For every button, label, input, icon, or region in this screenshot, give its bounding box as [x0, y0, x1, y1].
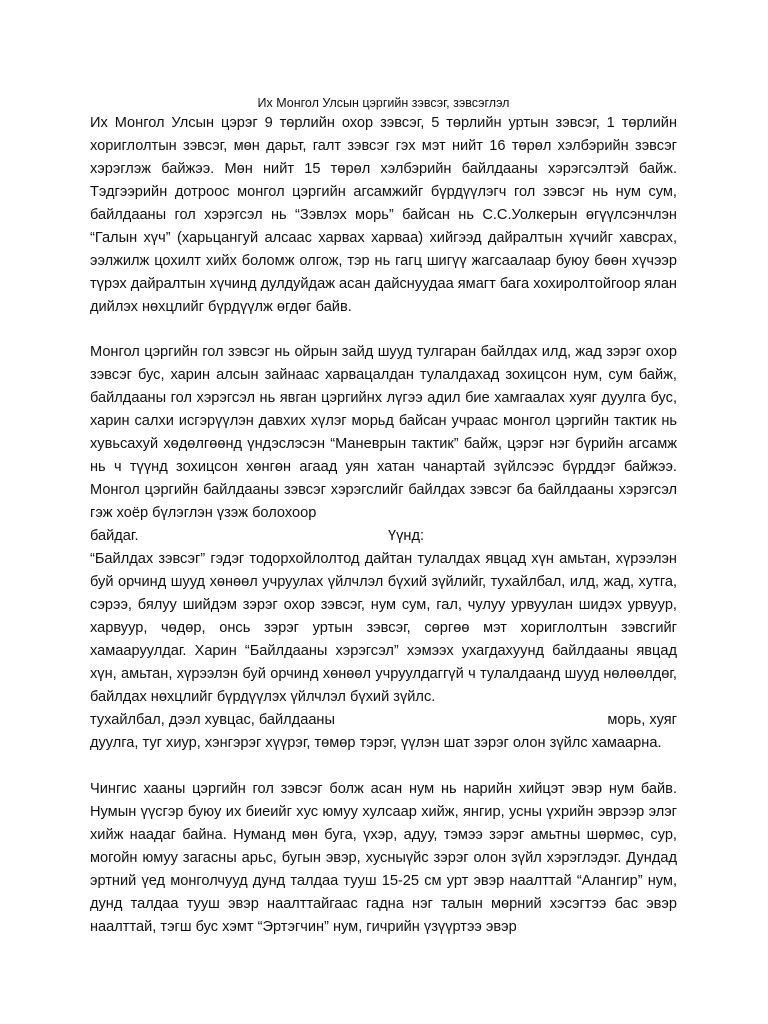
paragraph-3: “Байлдах зэвсэг” гэдэг тодорхойлолтод дайтан тулалдах явцад хүн амьтан, хүрээлэн буй орчинд шууд хөнөөл учруулах үйлчлэл бүхий зүйлийг, тухайлбал, илд, жад, хутга, сэрээ, бялуу шийдэм зэрэг охор зэвсэг, нум сум, гал, чулуу урвуулан шидэх урвуур, харвуур, чөдөр, онсь зэрэг уртын зэвсэг, сөргөө мэт хориглолтын зэвсгийг хамааруулдаг. Харин “Байлдааны хэрэгсэл” хэмээх ухагдахуунд байлдааны явцад хүн, амьтан, хүрээлэн буй орчинд хөнөөл учруулдаггүй ч тулалдаанд шууд нөлөөлдөг, байлдах нөхцлийг бүрдүүлэх үйлчлэл бүхий зүйлс. [90, 551, 677, 705]
paragraph-2-last-left: байдаг. [90, 528, 139, 544]
paragraph-4: Чингис хааны цэргийн гол зэвсэг болж асан нум нь нарийн хийцэт эвэр нум байв. Нумын үүсгэр буюу их биеийг хус юмуу хулсаар хийж, янгир, усны үхрийн эврээр элэг хийж наадаг байна. Нуманд мөн буга, үхэр, адуу, тэмээ зэрэг амьтны шөрмөс, сур, могойн юмуу загасны арьс, бугын эвэр, хусныүйс зэрэг олон зүйл хэрэглэдэг. Дундад эртний үед монголчууд дунд талдаа тууш 15-25 см урт эвэр наалттай “Алангир” нум, дунд талдаа тууш эвэр наалттайгаас гадна нэг талын мөрний хэсэгтээ бас эвэр наалттай, тэгш бус хэмт “Эртэгчин” нум, гичрийн үзүүртээ эвэр [90, 781, 677, 935]
paragraph-3-split-right: морь, хуяг [607, 712, 677, 728]
paragraph-3-split-left: тухайлбал, дээл хувцас, байлдааны [90, 712, 335, 728]
document-body [90, 95, 677, 939]
paragraph-spacer [90, 319, 677, 341]
paragraph-3-last-line: дуулга, туг хиур, хэнгэрэг хүүрэг, төмөр тэрэг, үүлэн шат зэрэг олон зүйлс хамаарна. [90, 735, 662, 751]
paragraph-1: Их Монгол Улсын цэрэг 9 төрлийн охор зэвсэг, 5 төрлийн уртын зэвсэг, 1 төрлийн хориглолтын зэвсэг, мөн дарьт, галт зэвсэг гэх мэт нийт 16 төрөл хэлбэрийн зэвсэг хэрэглэж байжээ. Мөн нийт 15 төрөл хэлбэрийн байлдааны хэрэгсэлтэй байж. Тэдгээрийн дотроос монгол цэргийн агсамжийг бүрдүүлэгч гол зэвсэг нь нум сум, байлдааны гол хэрэгсэл нь “Зэвлэх морь” байсан нь С.С.Уолкерын өгүүлсэнчлэн “Галын хүч” (харьцангуй алсаас харвах харваа) хийгээд дайралтын хүчийг хавсрах, ээлжилж цохилт хийх боломж олгож, тэр нь гагц шигүү жагсаалаар буюу бөөн хүчээр түрэх дайралтын хүчинд дулдуйдаж асан дайснуудаа ямагт бага хохиролтойгоор ялан дийлэх нөхцлийг бүрдүүлж өгдөг байв. [90, 115, 677, 315]
paragraph-2-last-mid: Үүнд: [388, 528, 425, 544]
paragraph-2: Монгол цэргийн гол зэвсэг нь ойрын зайд шууд тулгаран байлдах илд, жад зэрэг охор зэвсэг бус, харин алсын зайнаас харвацалдан тулалдахад зохицсон нум, сум байж, байлдааны гол хэрэгсэл нь явган цэргийнх лүгээ адил бие хамгаалах хуяг дуулга бус, харин салхи исгэрүүлэн давхих хүлэг морьд байсан учраас монгол цэргийн тактик нь хувьсахуй хөдөлгөөнд үндэслэсэн “Маневрын тактик” байж, цэрэг нэг бүрийн агсамж нь ч түүнд зохицсон хөнгөн агаад уян хатан чанартай зүйлсээс бүрддэг байжээ. Монгол цэргийн байлдааны зэвсэг хэрэгслийг байлдах зэвсэг ба байлдааны хэрэгсэл гэж хоёр бүлэглэн үзэж болохоор [90, 344, 677, 521]
paragraph-2-last-line [90, 525, 677, 548]
document-title: Их Монгол Улсын цэргийн зэвсэг, зэвсэглэл [257, 96, 510, 110]
paragraph-3-split-line [90, 709, 677, 732]
paragraph-spacer [90, 755, 677, 778]
